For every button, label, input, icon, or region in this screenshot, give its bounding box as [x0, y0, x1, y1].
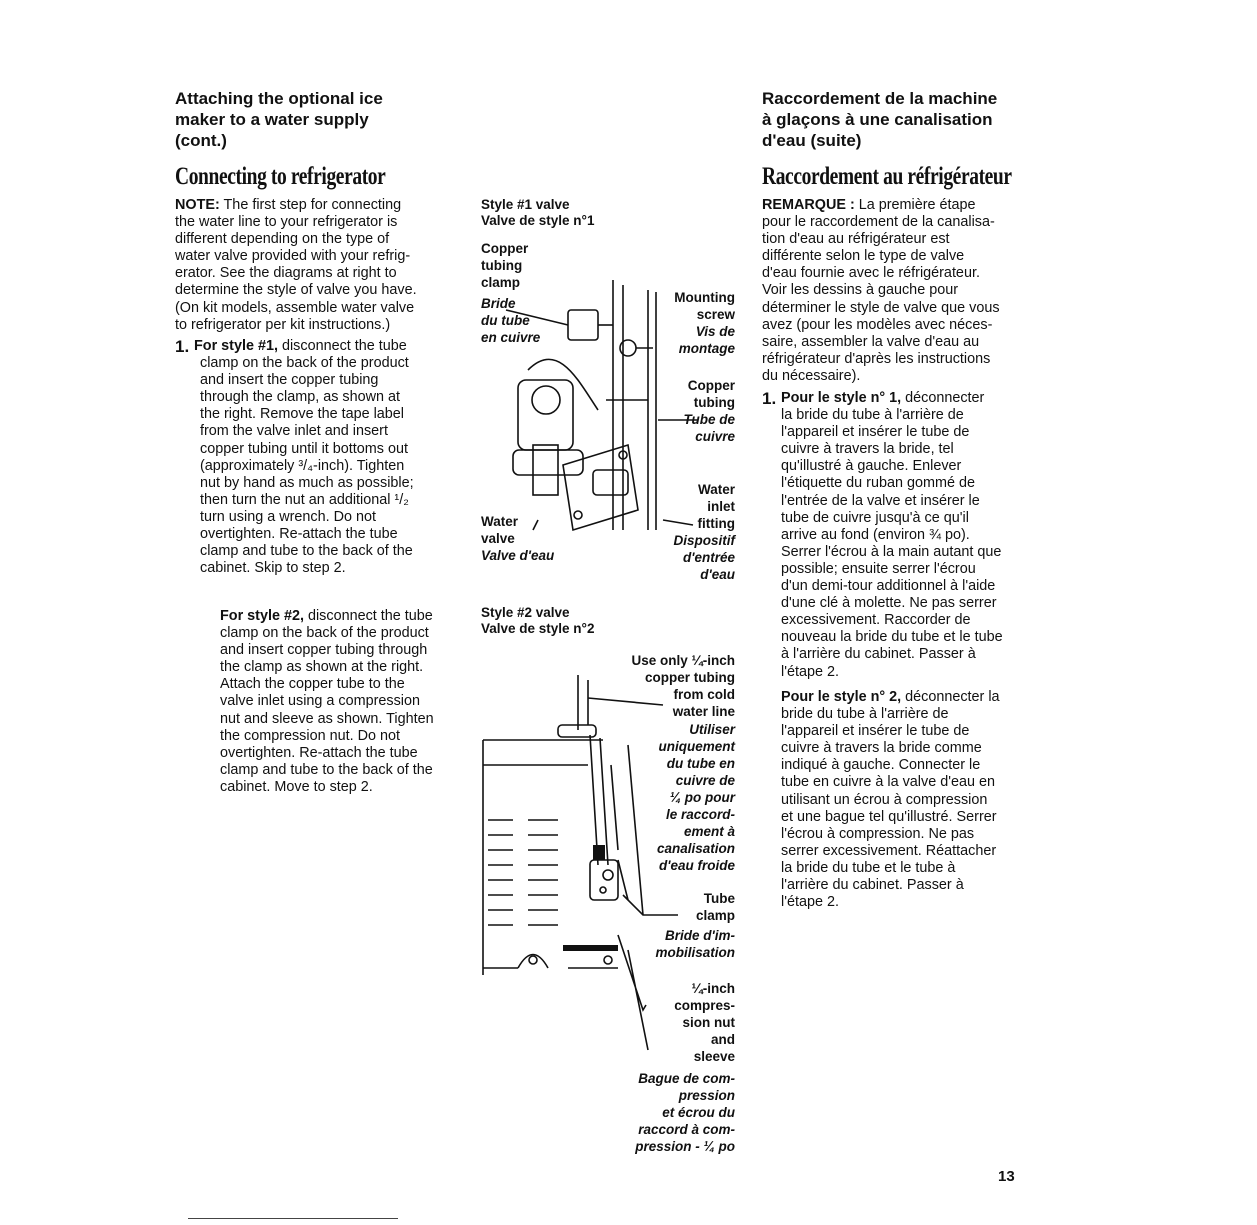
inlet-label: Water inlet fitting Dispositif d'entrée d'eau	[673, 482, 735, 582]
figure2-title: Style #2 valve Valve de style n°2	[481, 605, 595, 636]
clamp-label-en: Copper tubing clamp	[481, 241, 529, 290]
note-en: NOTE: The first step for connecting the water line to your refrigerator is different depending on the type of water valve provided with your refrig- erator. See the diagrams at right to determine the style of valve you have. (On kit models, assemble water valve to refrigerator per kit instructions.)	[175, 197, 417, 333]
compression-nut-label-fr: Bague de com- pression et écrou du raccord à com- pression - ¼ po	[635, 1071, 735, 1154]
tubing-label: Copper tubing Tube de cuivre	[683, 378, 735, 444]
step2-en: For style #2, disconnect the tube clamp on the back of the product and insert copper tubing through the clamp as shown at the right. Attach the copper tube to the valve inlet using a compression nut and sleeve as shown. Tighten the compression nut. Do not overtighten. Re-attach the tube clamp and tube to the back of the cabinet. Move to step 2.	[220, 608, 434, 795]
section-title-fr: Raccordement au réfrigérateur	[762, 163, 1012, 190]
section-title-en: Connecting to refrigerator	[175, 163, 386, 190]
tubing-instruction-en: Use only ¼-inch copper tubing from cold water line	[631, 653, 735, 719]
note-label: NOTE:	[175, 197, 220, 213]
footer-rule	[188, 1218, 398, 1219]
screw-label: Mounting screw Vis de montage	[674, 290, 735, 356]
step-number: 1.	[175, 337, 190, 356]
tube-clamp-label-fr: Bride d'im- mobilisation	[655, 928, 735, 960]
clamp-label-fr: Bride du tube en cuivre	[481, 296, 541, 345]
note-fr: REMARQUE : La première étape pour le raccordement de la canalisa- tion d'eau au réfrigérateur est différente selon le type de valve d'eau fournie avec le réfrigérateur. Voir les dessins à gauche pour déterminer le style de valve que vous avez (pour les modèles avec néces- saire, assembler la valve d'eau au réfrigérateur d'après les instructions du nécessaire).	[762, 197, 1000, 384]
subheading-fr: Raccordement de la machine à glaçons à une canalisation d'eau (suite)	[762, 89, 998, 150]
subheading-en: Attaching the optional ice maker to a water supply (cont.)	[175, 89, 383, 150]
step-number-fr: 1.	[762, 389, 777, 408]
tube-clamp-label: Tube clamp	[695, 891, 735, 923]
note-label-fr: REMARQUE :	[762, 197, 855, 213]
valve-label: Water valve Valve d'eau	[481, 514, 555, 563]
step1-en: 1. For style #1, disconnect the tube clamp on the back of the product and insert the copper tubing through the clamp, as shown at the right. Remove the tape label from the valve inlet and insert copper tubing until it bottoms out (approximately ³/₄-inch). Tighten nut by hand as much as possible; then turn the nut an additional ¹/₂ turn using a wrench. Do not overtighten. Re-attach the tube clamp and tube to the back of the cabinet. Skip to step 2.	[175, 337, 414, 577]
step2-fr: Pour le style n° 2, déconnecter la bride du tube à l'arrière de l'appareil et insérer le tube de cuivre à travers la bride comme indiqué à gauche. Connecter le tube en cuivre à la valve d'eau en utilisant un écrou à compression et une bague tel qu'illustré. Serrer l'écrou à compression. Ne pas serrer excessivement. Réattacher la bride du tube et le tube à l'arrière du cabinet. Passer à l'étape 2.	[781, 689, 1000, 911]
compression-nut-label: ¼-inch compres- sion nut and sleeve	[674, 981, 735, 1064]
page-number: 13	[998, 1168, 1015, 1185]
figure1-title: Style #1 valve Valve de style n°1	[481, 197, 595, 228]
step1-fr: 1. Pour le style n° 1, déconnecter la bride du tube à l'arrière de l'appareil et insérer le tube de cuivre à travers la bride, tel qu'illustré à gauche. Enlever l'étiquette du ruban gommé de l'entrée de la valve et insérer le tube de cuivre jusqu'à ce qu'il arrive au fond (environ ¾ po). Serrer l'écrou à la main autant que possible; ensuite serrer l'écrou d'un demi-tour additionnel à l'aide d'une clé à molette. Ne pas serrer excessivement. Raccorder de nouveau la bride du tube et le tube à l'arrière du cabinet. Passer à l'étape 2.	[762, 389, 1003, 680]
tubing-instruction-fr: Utiliser uniquement du tube en cuivre de ¼ po pour le raccord- ement à canalisation d'eau froide	[656, 722, 735, 873]
